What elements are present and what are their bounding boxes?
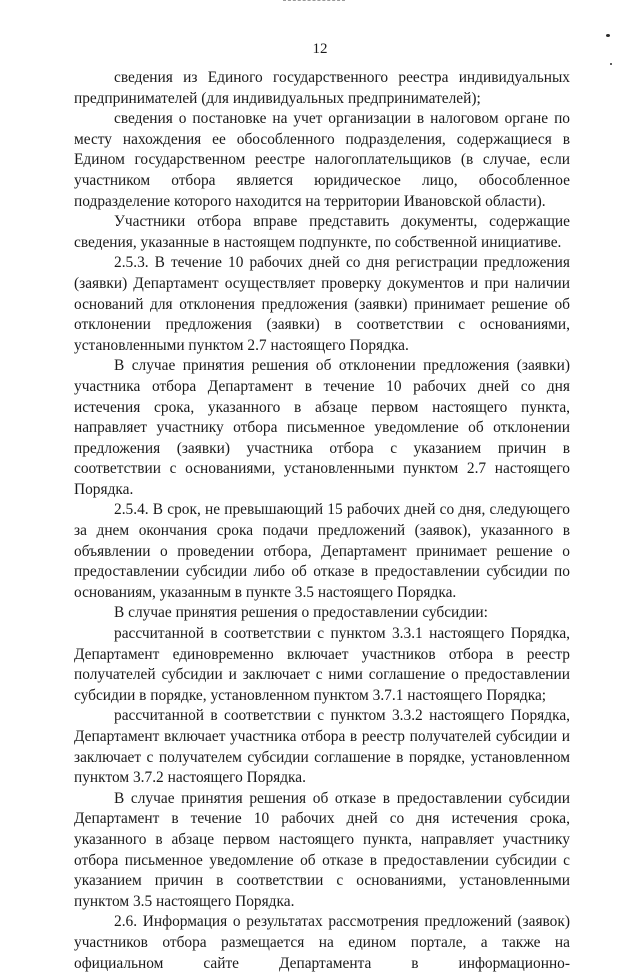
- page-number: 12: [312, 41, 328, 57]
- paragraph-p4: 2.5.3. В течение 10 рабочих дней со дня регистрации предложения (заявки) Департамент осуществляет проверку документов и при наличии оснований для отклонения предложения (заявки) принимает решение об отклонении предложения (заявки) в соответствии с основаниями, установленными пунктом 2.7 настоящего Порядка.: [74, 254, 570, 354]
- paragraph-p3: Участники отбора вправе представить документы, содержащие сведения, указанные в настоящем подпункте, по собственной инициативе.: [74, 213, 570, 251]
- paragraph-p7: В случае принятия решения о предоставлении субсидии:: [114, 604, 488, 622]
- document-body: [74, 68, 570, 974]
- paragraph-p9: рассчитанной в соответствии с пунктом 3.3.2 настоящего Порядка, Департамент включает участника отбора в реестр получателей субсидии и заключает с получателем субсидии соглашение в порядке, установленном пунктом 3.7.2 настоящего Порядка.: [74, 707, 570, 787]
- paragraph-p10: В случае принятия решения об отказе в предоставлении субсидии Департамент в течение 10 рабочих дней со дня истечения срока, указанного в абзаце первом настоящего пункта, направляет участнику отбора письменное уведомление об отказе в предоставлении субсидии с указанием причин в соответствии с основаниями, установленными пунктом 3.5 настоящего Порядка.: [74, 789, 570, 910]
- paragraph-p8: рассчитанной в соответствии с пунктом 3.3.1 настоящего Порядка, Департамент единовременно включает участников отбора в реестр получателей субсидии и заключает с ними соглашение о предоставлении субсидии в порядке, установленном пунктом 3.7.1 настоящего Порядка;: [74, 625, 570, 704]
- scan-speck: [610, 63, 612, 65]
- paragraph-p6: 2.5.4. В срок, не превышающий 15 рабочих дней со дня, следующего за днем окончания срока подачи предложений (заявок), указанного в объявлении о проведении отбора, Департамент принимает решение о предоставлении субсидии либо об отказе в предоставлении субсидии по основаниям, указанным в пункте 3.5 настоящего Порядка.: [74, 501, 570, 601]
- scan-speck: [606, 34, 610, 37]
- paragraph-p1: сведения из Единого государственного реестра индивидуальных предпринимателей (для индивидуальных предпринимателей);: [74, 69, 570, 107]
- paragraph-p2: сведения о постановке на учет организации в налоговом органе по месту нахождения ее обособленного подразделения, содержащиеся в Едином государственном реестре налогоплательщиков (в случае, если участником отбора является юридическое лицо, обособленное подразделение которого находится на территории Ивановской области).: [74, 110, 570, 210]
- scan-edge-mark: [283, 0, 345, 1]
- paragraph-p5: В случае принятия решения об отклонении предложения (заявки) участника отбора Департамент в течение 10 рабочих дней со дня истечения срока, указанного в абзаце первом настоящего пункта, направляет участнику отбора письменное уведомление об отклонении предложения (заявки) участника отбора с указанием причин в соответствии с основаниями, установленными пунктом 2.7 настоящего Порядка.: [74, 357, 570, 498]
- paragraph-p11: 2.6. Информация о результатах рассмотрения предложений (заявок) участников отбора размещается на едином портале, а также на официальном сайте Департамента в информационно-: [74, 913, 570, 972]
